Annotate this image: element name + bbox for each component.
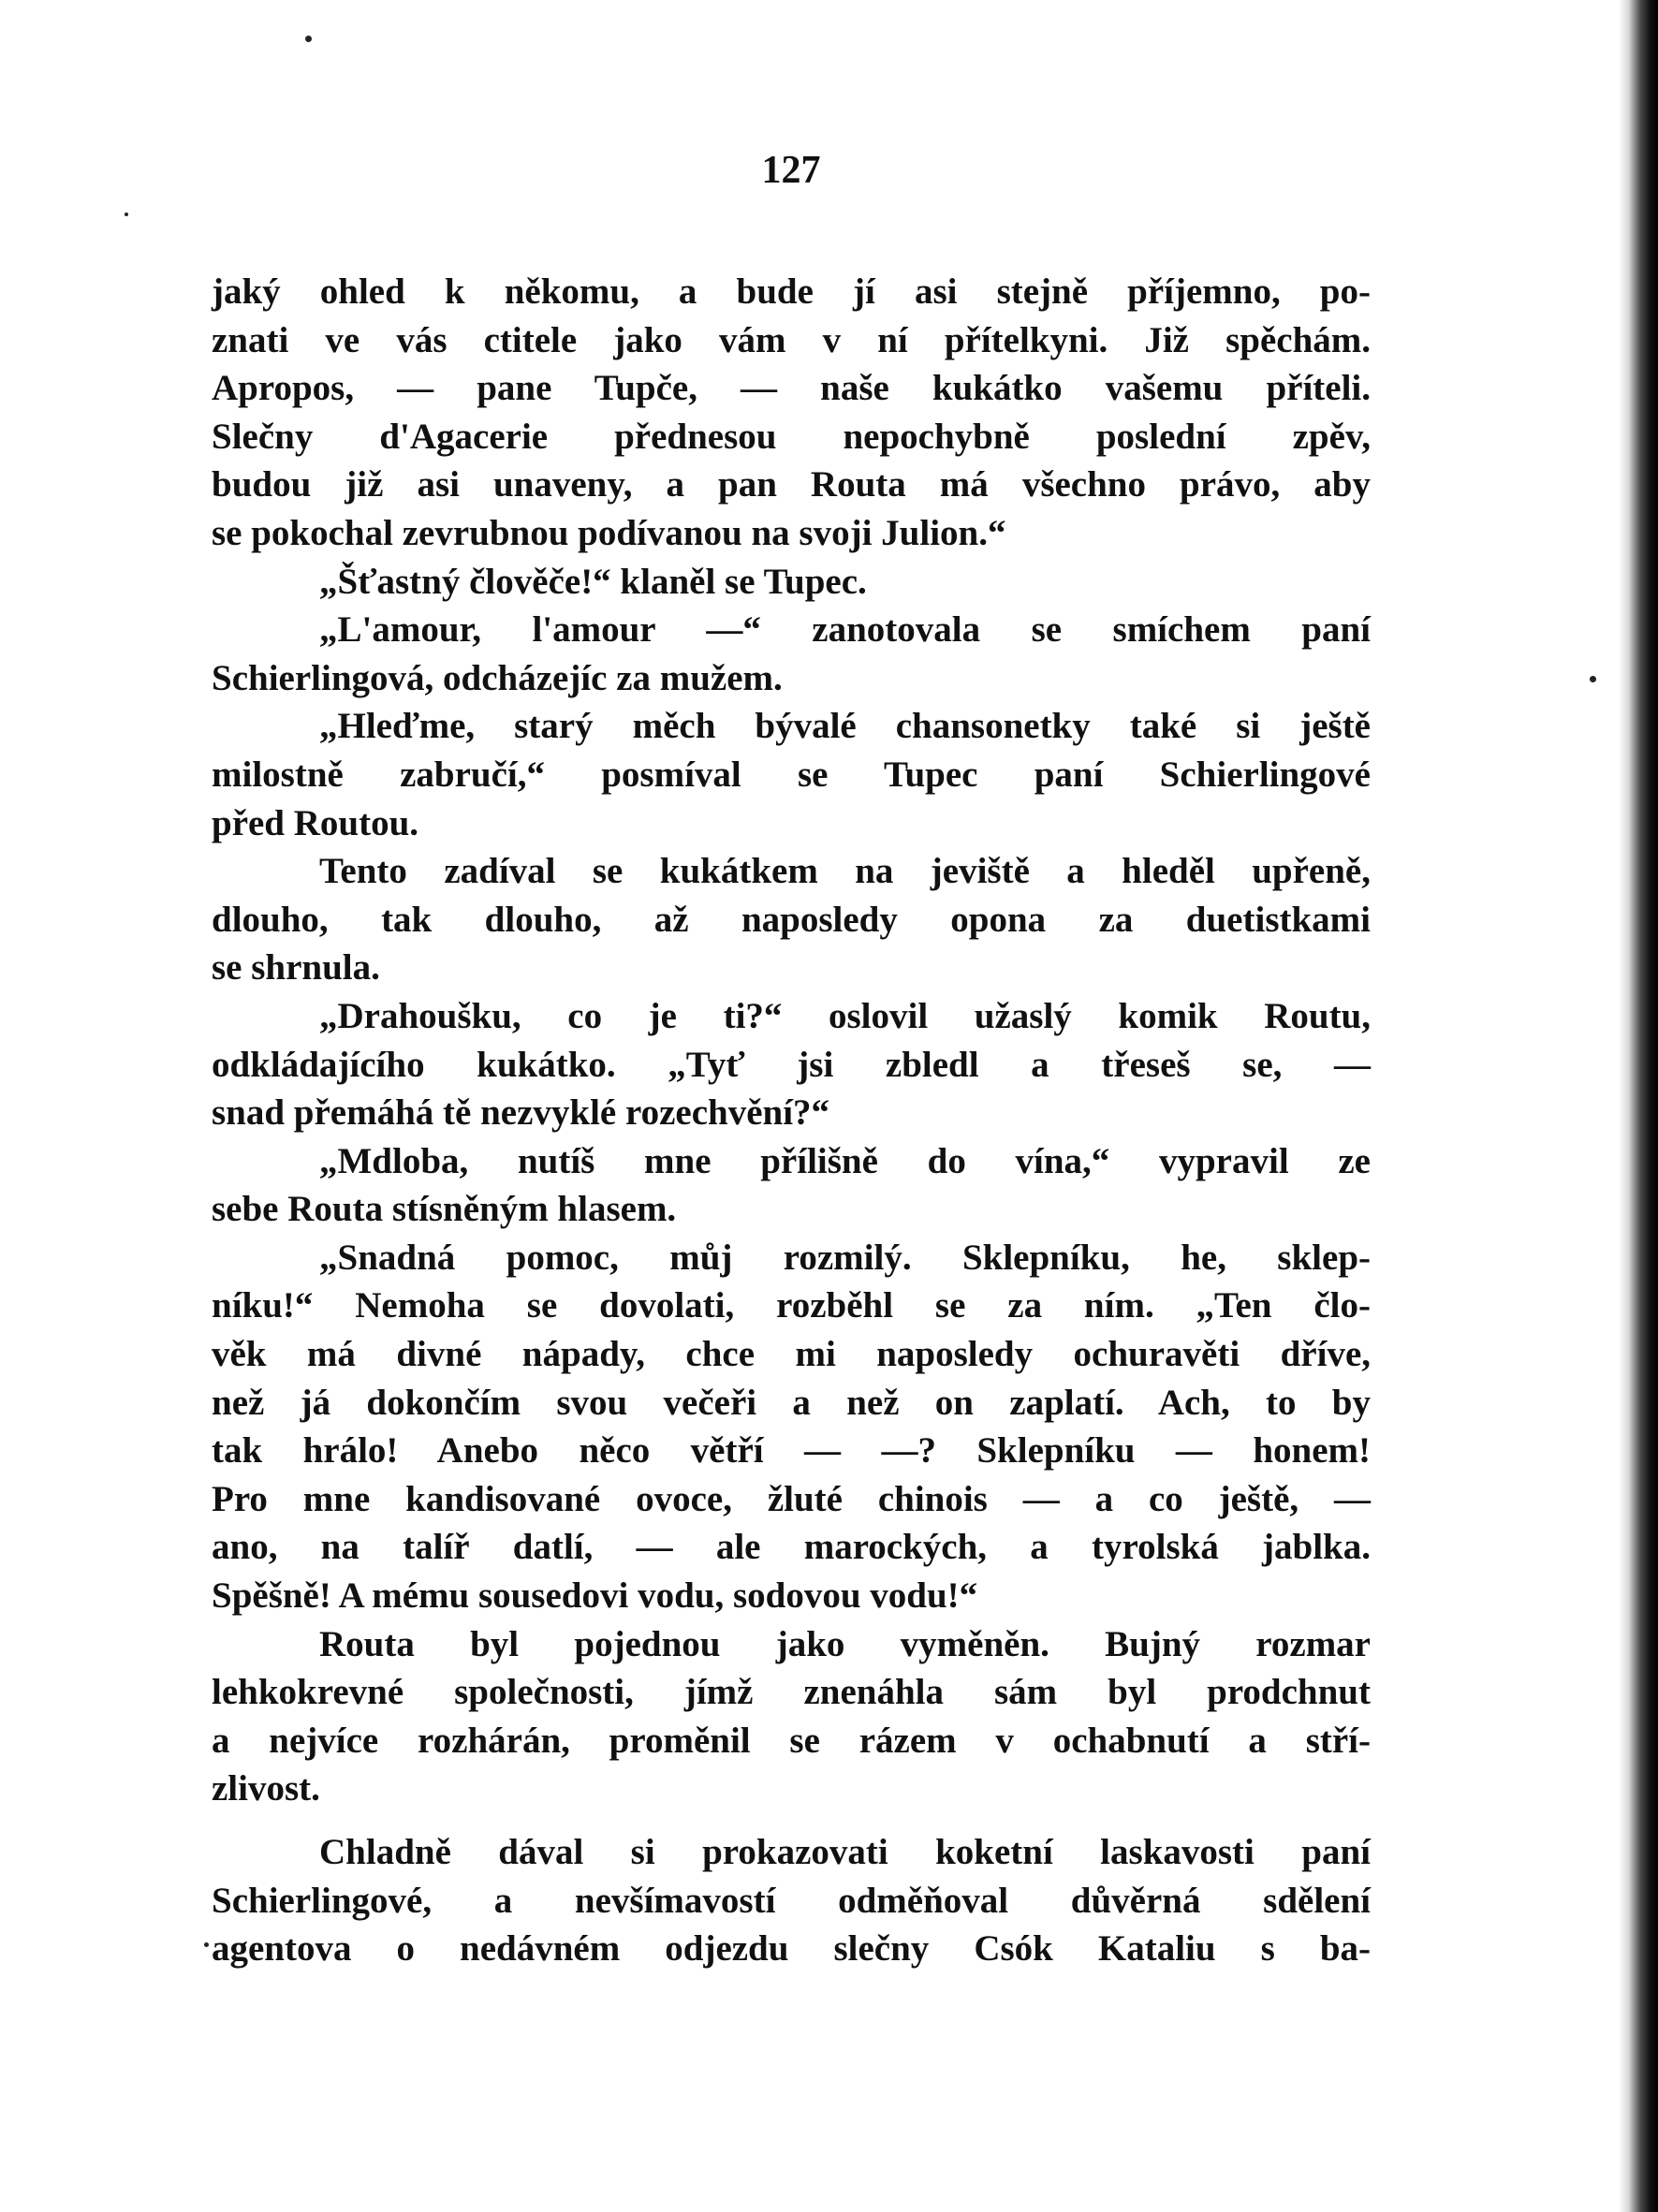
text-line: sebe Routa stísněným hlasem. bbox=[212, 1189, 677, 1230]
text-line: „Mdloba, nutíš mne přílišně do vína,“ vypravil ze bbox=[319, 1140, 1371, 1181]
scan-speck bbox=[1590, 676, 1596, 682]
text-line: Tento zadíval se kukátkem na jeviště a hleděl upřeně, bbox=[319, 851, 1371, 892]
scan-speck bbox=[204, 1942, 209, 1947]
text-line: budou již asi unaveny, a pan Routa má všechno právo, aby bbox=[212, 464, 1371, 505]
text-line: Spěšně! A mému sousedovi vodu, sodovou vodu!“ bbox=[212, 1575, 978, 1617]
scan-edge-shadow bbox=[1619, 0, 1658, 2212]
text-line: se shrnula. bbox=[212, 947, 380, 989]
scan-speck bbox=[305, 36, 312, 42]
text-line: než já dokončím svou večeři a než on zaplatí. Ach, to by bbox=[212, 1382, 1371, 1423]
text-line: „Drahoušku, co je ti?“ oslovil užaslý komik Routu, bbox=[319, 995, 1371, 1036]
text-line: snad přemáhá tě nezvyklé rozechvění?“ bbox=[212, 1092, 830, 1134]
text-line: „Snadná pomoc, můj rozmilý. Sklepníku, he, sklep- bbox=[319, 1237, 1371, 1278]
text-line: ano, na talíř datlí, — ale marockých, a tyrolská jablka. bbox=[212, 1527, 1371, 1568]
text-line: „Hleďme, starý měch bývalé chansonetky také si ještě bbox=[319, 706, 1371, 747]
text-line: dlouho, tak dlouho, až naposledy opona za duetistkami bbox=[212, 899, 1371, 940]
text-line: Pro mne kandisované ovoce, žluté chinois — a co ještě, — bbox=[212, 1478, 1371, 1519]
text-line: odkládajícího kukátko. „Tyť jsi zbledl a třeseš se, — bbox=[212, 1044, 1371, 1085]
text-line: Schierlingové, a nevšímavostí odměňoval důvěrná sdělení bbox=[212, 1880, 1371, 1921]
text-line: Routa byl pojednou jako vyměněn. Bujný rozmar bbox=[319, 1623, 1371, 1664]
text-line: před Routou. bbox=[212, 802, 419, 843]
text-line: milostně zabručí,“ posmíval se Tupec paní Schierlingové bbox=[212, 754, 1371, 795]
text-line: „L'amour, l'amour —“ zanotovala se smíchem paní bbox=[319, 609, 1371, 651]
text-line: se pokochal zevrubnou podívanou na svoji Julion.“ bbox=[212, 512, 1006, 553]
text-line: „Šťastný člověče!“ klaněl se Tupec. bbox=[319, 561, 867, 602]
text-line: jaký ohled k někomu, a bude jí asi stejně příjemno, po- bbox=[212, 271, 1371, 312]
text-line: níku!“ Nemoha se dovolati, rozběhl se za ním. „Ten člo- bbox=[212, 1285, 1371, 1326]
text-line: Apropos, — pane Tupče, — naše kukátko vašemu příteli. bbox=[212, 368, 1371, 409]
scan-speck bbox=[125, 212, 128, 216]
page-number: 127 bbox=[761, 149, 821, 192]
text-line: Schierlingová, odcházejíc za mužem. bbox=[212, 657, 783, 698]
text-line: tak hrálo! Anebo něco větří — —? Sklepníku — honem! bbox=[212, 1430, 1371, 1472]
text-line: věk má divné nápady, chce mi naposledy ochuravěti dříve, bbox=[212, 1334, 1371, 1375]
body-text bbox=[212, 268, 1371, 1973]
text-line: zlivost. bbox=[212, 1768, 320, 1809]
text-line: Chladně dával si prokazovati koketní laskavosti paní bbox=[319, 1832, 1371, 1872]
text-line: Slečny d'Agacerie přednesou nepochybně poslední zpěv, bbox=[212, 416, 1371, 457]
text-line: a nejvíce rozhárán, proměnil se rázem v ochabnutí a stří- bbox=[212, 1720, 1371, 1761]
text-line: lehkokrevné společnosti, jímž znenáhla sám byl prodchnut bbox=[212, 1672, 1371, 1713]
text-line: agentova o nedávném odjezdu slečny Csók Kataliu s ba- bbox=[212, 1928, 1371, 1970]
text-line: znati ve vás ctitele jako vám v ní přítelkyni. Již spěchám. bbox=[212, 319, 1371, 360]
